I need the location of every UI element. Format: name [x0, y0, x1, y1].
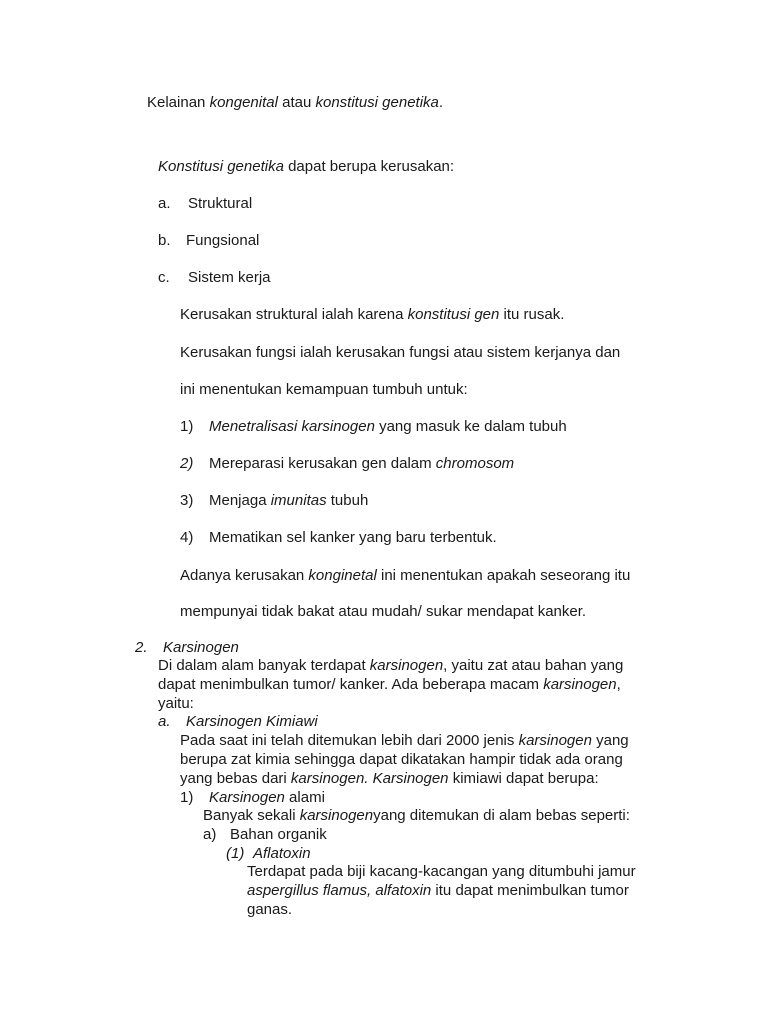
intro-line: Kelainan kongenital atau konstitusi genetika. — [147, 94, 444, 111]
subsection-heading: a. Karsinogen Kimiawi — [158, 713, 318, 730]
list-item: (1) Aflatoxin — [226, 845, 311, 862]
list-item: 4) Mematikan sel kanker yang baru terbentuk. — [180, 529, 497, 546]
list-item-line: Terdapat pada biji kacang-kacangan yang ditumbuhi jamur — [247, 863, 636, 880]
list-item: a) Bahan organik — [203, 826, 327, 843]
konstitusi-heading: Konstitusi genetika dapat berupa kerusakan: — [158, 158, 455, 175]
list-item-line: Banyak sekali karsinogenyang ditemukan di alam bebas seperti: — [203, 807, 630, 824]
section-intro-line: yaitu: — [158, 695, 194, 712]
list-item: 2) Mereparasi kerusakan gen dalam chromosom — [180, 455, 515, 472]
function-paragraph-line: ini menentukan kemampuan tumbuh untuk: — [180, 381, 468, 398]
list-item: a. Struktural — [158, 195, 253, 212]
subsection-line: Pada saat ini telah ditemukan lebih dari 2000 jenis karsinogen yang — [180, 732, 629, 749]
list-item-line: ganas. — [247, 901, 293, 918]
list-item-line: aspergillus flamus, alfatoxin itu dapat menimbulkan tumor — [247, 882, 629, 899]
subsection-line: berupa zat kimia sehingga dapat dikatakan hampir tidak ada orang — [180, 751, 623, 768]
subsection-line: yang bebas dari karsinogen. Karsinogen kimiawi dapat berupa: — [180, 770, 599, 787]
kongenital-paragraph-line: mempunyai tidak bakat atau mudah/ sukar mendapat kanker. — [180, 603, 587, 620]
list-item: 1) Menetralisasi karsinogen yang masuk ke dalam tubuh — [180, 418, 567, 435]
function-paragraph-line: Kerusakan fungsi ialah kerusakan fungsi atau sistem kerjanya dan — [180, 344, 621, 361]
list-item: c. Sistem kerja — [158, 269, 271, 286]
section-intro-line: Di dalam alam banyak terdapat karsinogen, yaitu zat atau bahan yang — [158, 657, 624, 674]
list-item: b. Fungsional — [158, 232, 260, 249]
list-item: 3) Menjaga imunitas tubuh — [180, 492, 369, 509]
section-heading: 2. Karsinogen — [135, 639, 239, 656]
kongenital-paragraph-line: Adanya kerusakan konginetal ini menentukan apakah seseorang itu — [180, 567, 631, 584]
structural-paragraph: Kerusakan struktural ialah karena konstitusi gen itu rusak. — [180, 306, 565, 323]
list-item: 1) Karsinogen alami — [180, 789, 325, 806]
section-intro-line: dapat menimbulkan tumor/ kanker. Ada beberapa macam karsinogen, — [158, 676, 621, 693]
